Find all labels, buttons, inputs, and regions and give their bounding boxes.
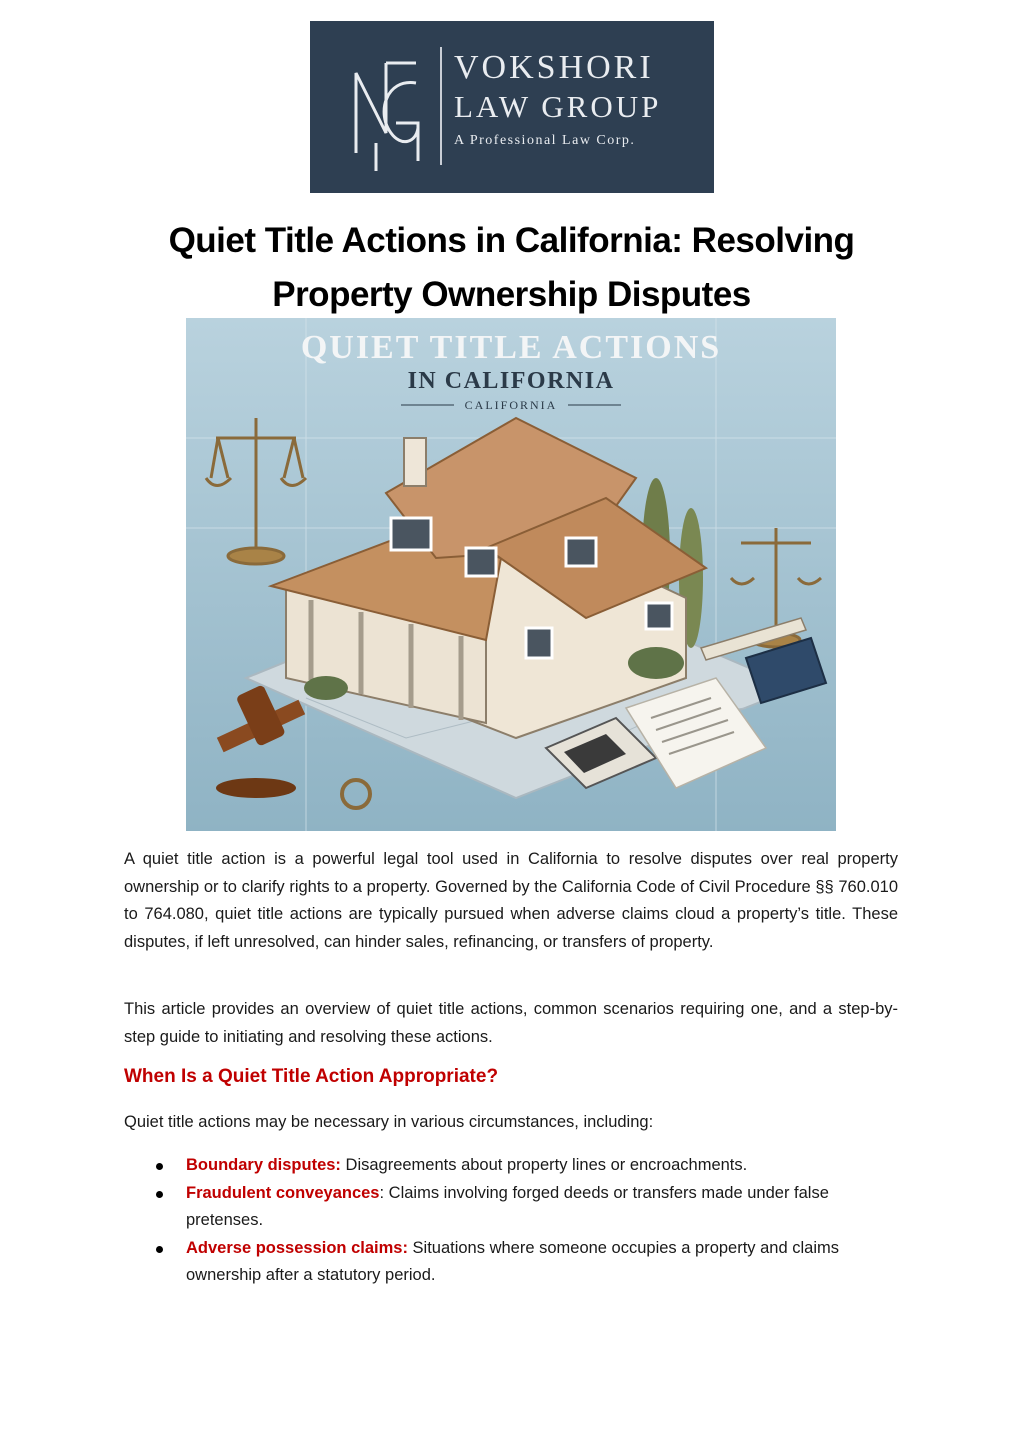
list-item-term: Fraudulent conveyances bbox=[186, 1183, 380, 1202]
hero-subheading: CALIFORNIA bbox=[464, 398, 558, 412]
bullet-icon bbox=[156, 1163, 163, 1170]
logo-firm-name-line1: VOKSHORI bbox=[454, 49, 654, 86]
list-item bbox=[124, 1180, 898, 1235]
list-item-term: Boundary disputes: bbox=[186, 1156, 341, 1174]
monogram-icon bbox=[346, 43, 426, 171]
circumstances-list bbox=[124, 1152, 898, 1290]
hero-illustration bbox=[186, 318, 836, 831]
bullet-icon bbox=[156, 1246, 163, 1253]
page-title: Quiet Title Actions in California: Resolving Property Ownership Disputes bbox=[168, 221, 855, 314]
logo-divider bbox=[440, 47, 442, 165]
section-heading: When Is a Quiet Title Action Appropriate? bbox=[124, 1066, 499, 1087]
hero-heading-line1: QUIET TITLE ACTIONS bbox=[300, 329, 722, 366]
section-intro: Quiet title actions may be necessary in various circumstances, including: bbox=[124, 1113, 654, 1131]
list-item-term: Adverse possession claims: bbox=[186, 1238, 408, 1257]
hero-heading-line2: IN CALIFORNIA bbox=[407, 368, 615, 394]
intro-paragraph: A quiet title action is a powerful legal tool used in California to resolve disputes over real property ownership or to clarify rights to a property. Governed by the California Code of Civil Procedure §§ 760.010 to 764.080, quiet title actions are typically pursued when adverse claims cloud a property’s title. These disputes, if left unresolved, can hinder sales, refinancing, or transfers of property. bbox=[124, 850, 898, 951]
list-item-text: Disagreements about property lines or encroachments. bbox=[340, 1156, 748, 1174]
logo-firm-name-line2: LAW GROUP bbox=[454, 89, 662, 124]
list-item bbox=[124, 1235, 898, 1290]
logo-tagline: A Professional Law Corp. bbox=[454, 133, 636, 148]
list-item bbox=[124, 1152, 898, 1180]
overview-paragraph: This article provides an overview of quiet title actions, common scenarios requiring one, and a step-by-step guide to initiating and resolving these actions. bbox=[124, 1000, 898, 1046]
list-item-text: Situations where someone occupies a property and claims ownership after a statutory period. bbox=[186, 1238, 839, 1284]
firm-logo bbox=[310, 21, 714, 193]
list-item-text: : Claims involving forged deeds or transfers made under false pretenses. bbox=[186, 1183, 829, 1229]
bullet-icon bbox=[156, 1191, 163, 1198]
